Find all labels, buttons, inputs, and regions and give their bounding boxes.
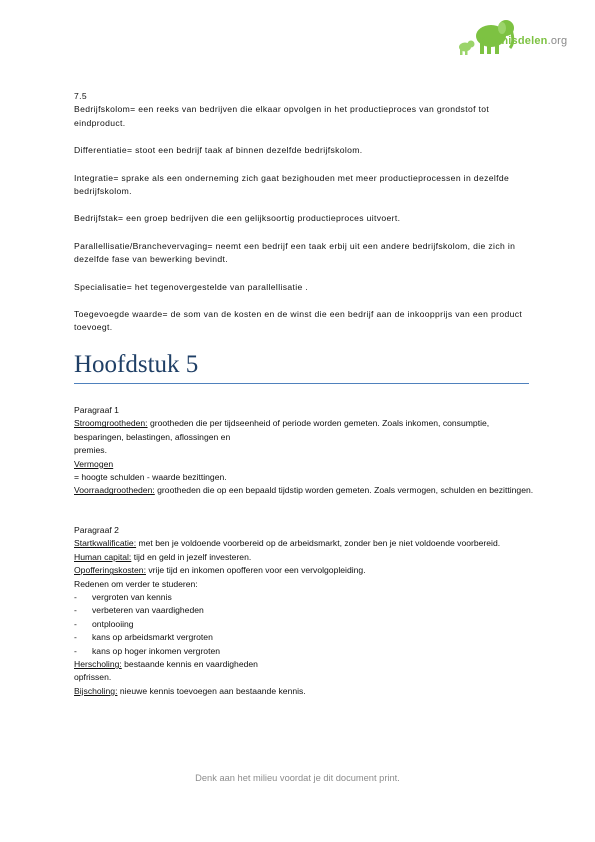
redenen-heading: Redenen om verder te studeren: <box>74 578 198 589</box>
footer-note: Denk aan het milieu voordat je dit document print. <box>195 773 400 783</box>
chapter-heading: Hoofdstuk 5 <box>74 351 529 384</box>
human-capital-definition <box>74 551 534 564</box>
human-capital-term: Human capital: <box>74 551 132 562</box>
paragraaf-1-label: Paragraaf 1 <box>74 405 119 415</box>
list-item-text: kans op arbeidsmarkt vergroten <box>92 632 213 643</box>
list-item-text: verbeteren van vaardigheden <box>92 605 204 616</box>
list-dash: - <box>74 618 77 629</box>
definition-parallellisatie: Parallellisatie/Branchevervaging= neemt een bedrijf een taak erbij uit een andere bedrijfskolom, die zich in dezelfde fase van bewerking bevindt. <box>74 240 516 265</box>
definition-bedrijfskolom: Bedrijfskolom= een reeks van bedrijven die elkaar opvolgen in het productieproces van grondstof tot eindproduct. <box>74 104 490 128</box>
paragraaf-2-label: Paragraaf 2 <box>74 525 119 535</box>
opofferingskosten-text: vrije tijd en inkomen opofferen voor een vervolgopleiding. <box>148 565 366 576</box>
vermogen-text: = hoogte schulden - waarde bezittingen. <box>74 472 227 483</box>
startkwalificatie-text: met ben je voldoende voorbereid op de arbeidsmarkt, zonder ben je niet voldoende voorbereid. <box>138 538 501 549</box>
list-dash: - <box>74 592 77 603</box>
list-dash: - <box>74 632 77 643</box>
voorraadgrootheden-text: grootheden die op een bepaald tijdstip worden gemeten. Zoals vermogen, schulden en bezittingen. <box>157 485 534 496</box>
stroomgrootheden-text: grootheden die per tijdseenheid of periode worden gemeten. Zoals inkomen, consumptie, besparingen, belastingen, aflossingen en <box>74 418 490 442</box>
list-item-text: ontplooiing <box>92 618 134 629</box>
list-dash: - <box>74 605 77 616</box>
logo-wordmark <box>480 35 567 47</box>
startkwalificatie-definition <box>74 537 534 550</box>
definition-bedrijfstak: Bedrijfstak= een groep bedrijven die een gelijksoortig productieproces uitvoert. <box>74 213 401 224</box>
voorraadgrootheden-definition <box>74 484 534 497</box>
list-item-text: kans op hoger inkomen vergroten <box>92 645 221 656</box>
stroomgrootheden-definition <box>74 417 534 444</box>
list-item <box>74 631 534 644</box>
herscholing-definition <box>74 658 534 671</box>
herscholing-continuation: opfrissen. <box>74 672 112 683</box>
list-item-text: vergroten van kennis <box>92 592 172 603</box>
human-capital-text: tijd en geld in jezelf investeren. <box>133 551 252 562</box>
list-item <box>74 618 534 631</box>
stroomgrootheden-continuation: premies. <box>74 445 107 456</box>
list-item <box>74 591 534 604</box>
bijscholing-definition <box>74 685 534 698</box>
kennisdelen-logo[interactable] <box>455 14 580 60</box>
definition-differentiatie: Differentiatie= stoot een bedrijf taak af binnen dezelfde bedrijfskolom. <box>74 145 363 156</box>
logo-brand: Kennisdelen <box>480 35 548 47</box>
herscholing-text: bestaande kennis en vaardigheden <box>124 659 258 670</box>
list-item <box>74 604 534 617</box>
stroomgrootheden-term: Stroomgrootheden: <box>74 418 148 429</box>
startkwalificatie-term: Startkwalificatie: <box>74 538 137 549</box>
section-7-5 <box>74 90 534 335</box>
opofferingskosten-definition <box>74 564 534 577</box>
bijscholing-term: Bijscholing: <box>74 685 118 696</box>
vermogen-term-line <box>74 458 534 471</box>
list-dash: - <box>74 645 77 656</box>
herscholing-term: Herscholing: <box>74 659 122 670</box>
definition-integratie: Integratie= sprake als een onderneming zich gaat bezighouden met meer productieprocessen in dezelfde bedrijfskolom. <box>74 172 510 197</box>
logo-suffix: .org <box>547 35 568 47</box>
bijscholing-text: nieuwe kennis toevoegen aan bestaande kennis. <box>119 685 306 696</box>
opofferingskosten-term: Opofferingskosten: <box>74 565 146 576</box>
section-number: 7.5 <box>74 91 87 101</box>
list-item <box>74 645 534 658</box>
vermogen-term: Vermogen <box>74 458 114 469</box>
paragraaf-2 <box>74 524 534 698</box>
definition-toegevoegde-waarde: Toegevoegde waarde= de som van de kosten en de winst die een bedrijf aan de inkoopprijs van een product toevoegt. <box>74 309 523 333</box>
paragraaf-1 <box>74 404 534 498</box>
definition-specialisatie: Specialisatie= het tegenovergestelde van parallellisatie . <box>74 281 309 292</box>
voorraadgrootheden-term: Voorraadgrootheden: <box>74 485 155 496</box>
